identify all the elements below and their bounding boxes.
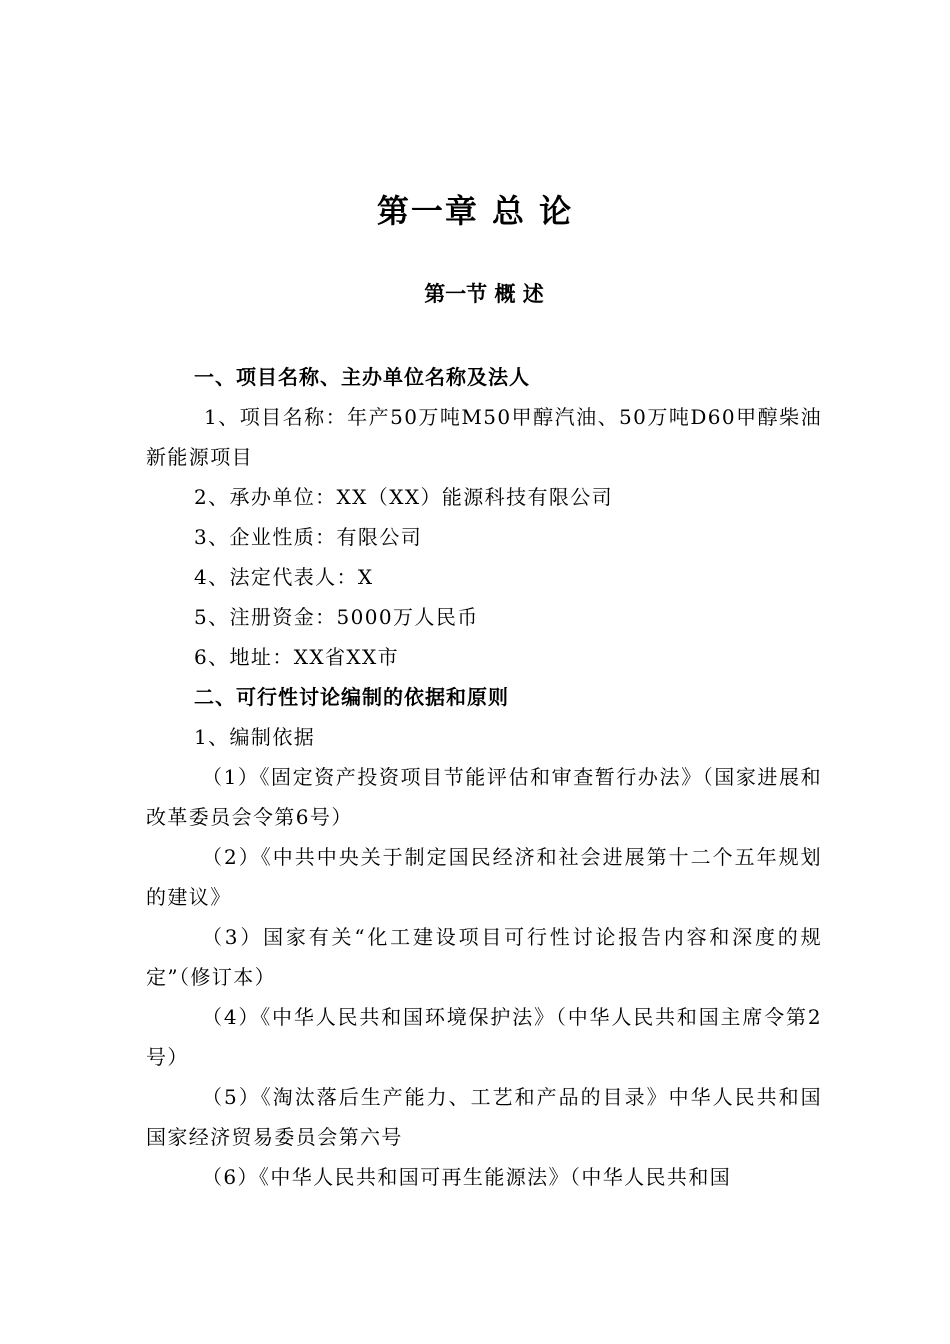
item-organizer: 2、承办单位：XX（XX）能源科技有限公司	[194, 485, 614, 509]
reference-3: （3）国家有关“化工建设项目可行性讨论报告内容和深度的规定”（修订本）	[146, 925, 822, 989]
heading-project-info: 一、项目名称、主办单位名称及法人	[194, 365, 530, 389]
section-title: 第一节 概 述	[424, 282, 544, 306]
document-body	[146, 357, 822, 1197]
heading-basis-principles: 二、可行性讨论编制的依据和原则	[194, 685, 509, 709]
item-project-name: 1、项目名称：年产50万吨M50甲醇汽油、50万吨D60甲醇柴油新能源项目	[146, 405, 822, 469]
reference-4: （4）《中华人民共和国环境保护法》（中华人民共和国主席令第2号）	[146, 1005, 822, 1069]
item-registered-capital: 5、注册资金：5000万人民币	[194, 605, 479, 629]
reference-2: （2）《中共中央关于制定国民经济和社会进展第十二个五年规划的建议》	[146, 845, 822, 909]
item-address: 6、地址：XX省XX市	[194, 645, 400, 669]
reference-6: （6）《中华人民共和国可再生能源法》（中华人民共和国	[202, 1165, 732, 1189]
basis-label: 1、编制依据	[194, 725, 316, 749]
reference-1: （1）《固定资产投资项目节能评估和审查暂行办法》（国家进展和改革委员会令第6号）	[146, 765, 822, 829]
item-enterprise-type: 3、企业性质：有限公司	[194, 525, 423, 549]
item-legal-representative: 4、法定代表人：X	[194, 565, 374, 589]
reference-5: （5）《淘汰落后生产能力、工艺和产品的目录》中华人民共和国国家经济贸易委员会第六号	[146, 1085, 822, 1149]
chapter-title: 第一章 总 论	[376, 192, 574, 230]
